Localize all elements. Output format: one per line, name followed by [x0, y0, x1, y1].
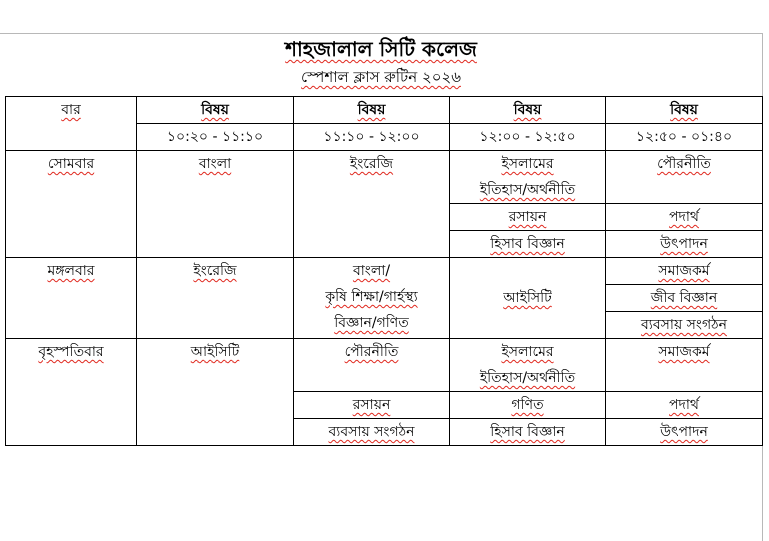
thursday-slot-3c: হিসাব বিজ্ঞান: [450, 419, 606, 446]
monday-slot-2: ইংরেজি: [294, 151, 450, 258]
thursday-slot-4c: উৎপাদন: [606, 419, 763, 446]
monday-slot-1: বাংলা: [137, 151, 294, 258]
thursday-slot-4b: পদার্থ: [606, 392, 763, 419]
thursday-slot-2c: ব্যবসায় সংগঠন: [294, 419, 450, 446]
routine-title: স্পেশাল ক্লাস রুটিন ২০২৬: [301, 68, 461, 86]
table-row: [6, 258, 763, 285]
time-slot-1: ১০:২০ - ১১:১০: [137, 124, 294, 151]
day-header: বার: [6, 97, 137, 151]
tuesday-slot-4b: জীব বিজ্ঞান: [606, 285, 763, 312]
tuesday-slot-4a: সমাজকর্ম: [606, 258, 763, 285]
tuesday-slot-2: বাংলা/ কৃষি শিক্ষা/গার্হস্থ্য বিজ্ঞান/গণিত: [294, 258, 450, 339]
monday-slot-3a: ইসলামের ইতিহাস/অর্থনীতি: [450, 151, 606, 204]
page-title: [0, 36, 762, 62]
time-slot-4: ১২:৫০ - ০১:৪০: [606, 124, 763, 151]
monday-slot-3b: রসায়ন: [450, 204, 606, 231]
thursday-slot-2b: রসায়ন: [294, 392, 450, 419]
day-cell-thursday: বৃহস্পতিবার: [6, 339, 137, 446]
table-row: [6, 151, 763, 204]
thursday-slot-4a: সমাজকর্ম: [606, 339, 763, 392]
thursday-slot-2a: পৌরনীতি: [294, 339, 450, 392]
routine-table: [5, 96, 763, 446]
tuesday-slot-3: আইসিটি: [450, 258, 606, 339]
monday-slot-4b: পদার্থ: [606, 204, 763, 231]
tuesday-slot-1: ইংরেজি: [137, 258, 294, 339]
time-slot-3: ১২:০০ - ১২:৫০: [450, 124, 606, 151]
table-row: [6, 339, 763, 392]
subject-header-3: বিষয়: [450, 97, 606, 124]
subject-header-2: বিষয়: [294, 97, 450, 124]
thursday-slot-3b: গণিত: [450, 392, 606, 419]
monday-slot-3c: হিসাব বিজ্ঞান: [450, 231, 606, 258]
thursday-slot-3a: ইসলামের ইতিহাস/অর্থনীতি: [450, 339, 606, 392]
monday-slot-4c: উৎপাদন: [606, 231, 763, 258]
subject-header-1: বিষয়: [137, 97, 294, 124]
tuesday-slot-4c: ব্যবসায় সংগঠন: [606, 312, 763, 339]
day-cell-monday: সোমবার: [6, 151, 137, 258]
header-row: [6, 97, 763, 124]
monday-slot-4a: পৌরনীতি: [606, 151, 763, 204]
time-slot-2: ১১:১০ - ১২:০০: [294, 124, 450, 151]
day-cell-tuesday: মঙ্গলবার: [6, 258, 137, 339]
subject-header-4: বিষয়: [606, 97, 763, 124]
college-name: শাহজালাল সিটি কলেজ: [285, 37, 477, 61]
thursday-slot-1: আইসিটি: [137, 339, 294, 446]
page-subtitle: [0, 66, 762, 88]
